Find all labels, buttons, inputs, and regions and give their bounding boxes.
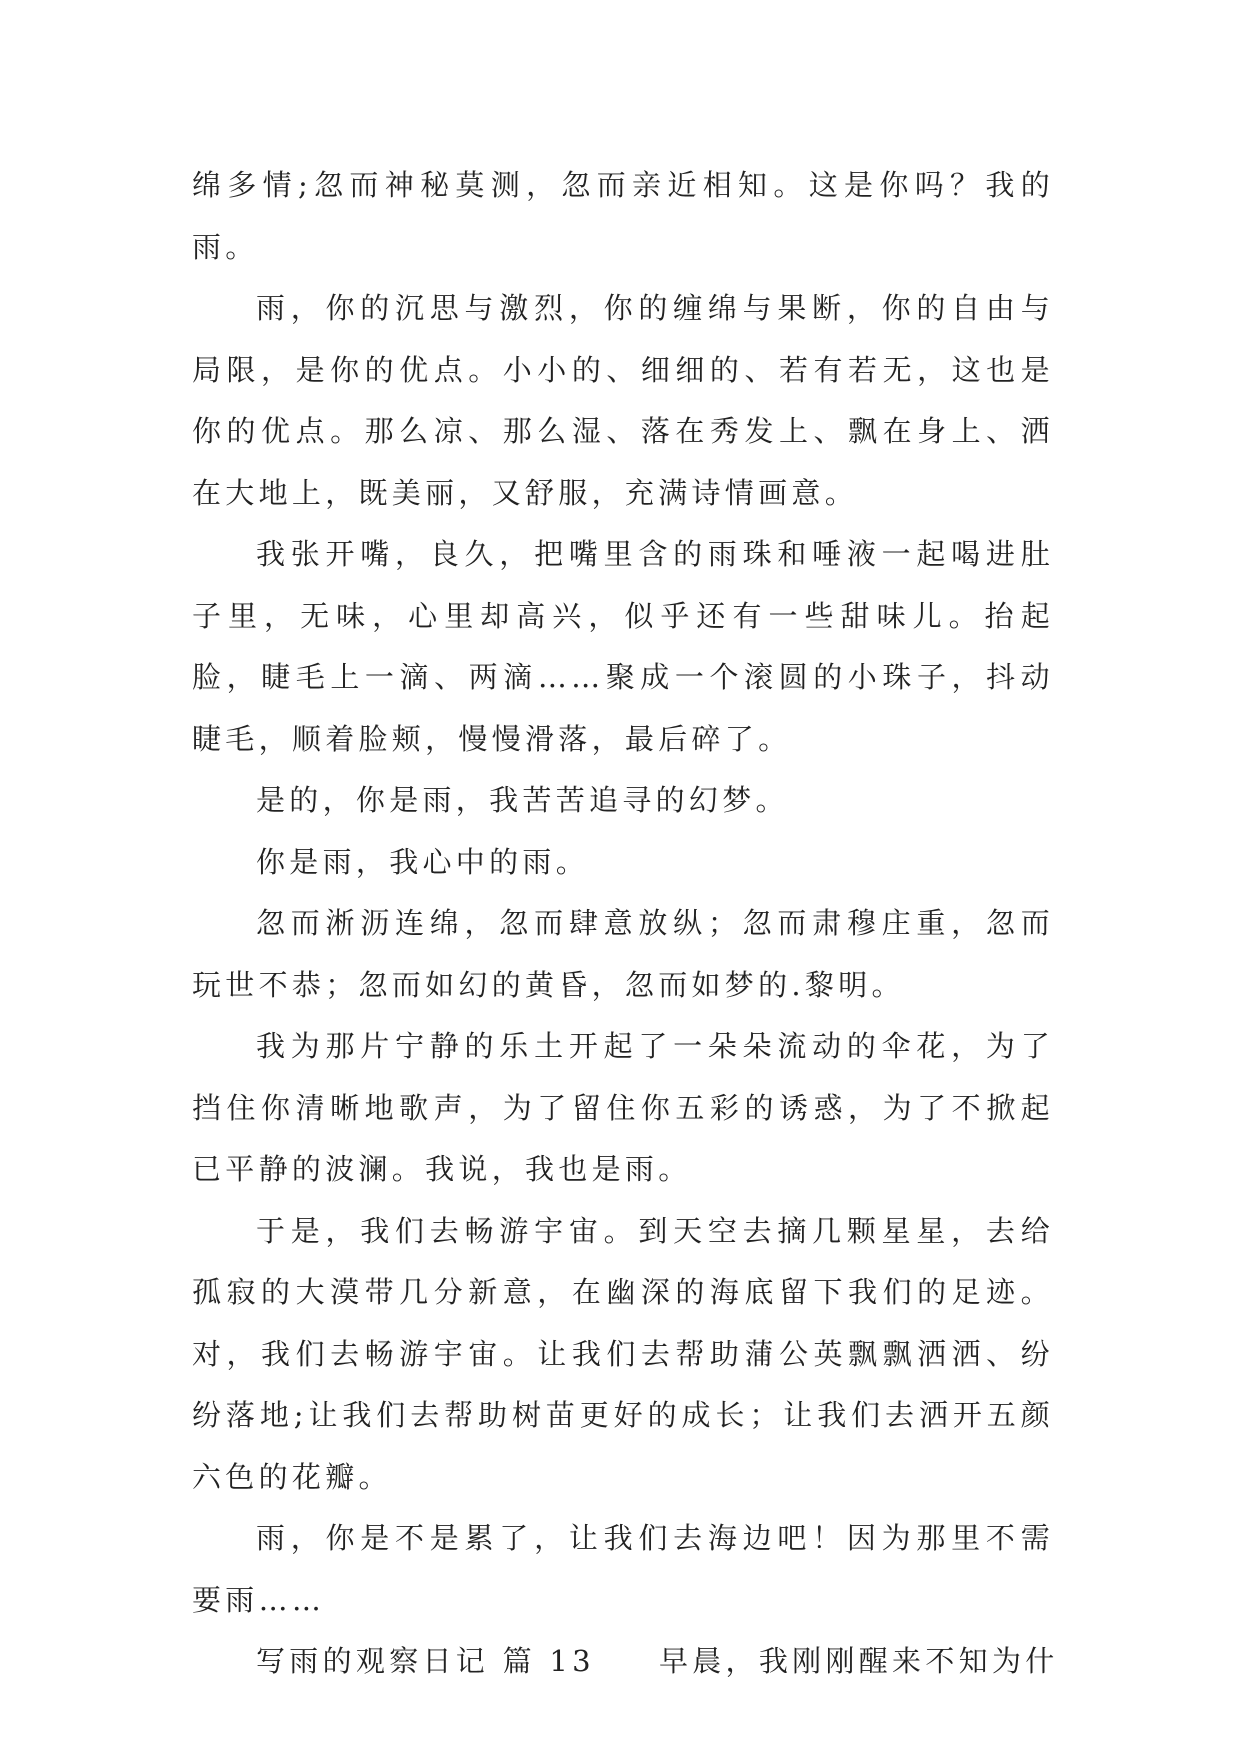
paragraph: 于是，我们去畅游宇宙。到天空去摘几颗星星，去给孤寂的大漠带几分新意，在幽深的海底留下我们的足迹。对，我们去畅游宇宙。让我们去帮助蒲公英飘飘洒洒、纷纷落地;让我们去帮助树苗更好的成长；让我们去洒开五颜六色的花瓣。 <box>192 1213 1054 1494</box>
paragraph: 我张开嘴，良久，把嘴里含的雨珠和唾液一起喝进肚子里，无味，心里却高兴，似乎还有一些甜味儿。抬起脸，睫毛上一滴、两滴……聚成一个滚圆的小珠子，抖动睫毛，顺着脸颊，慢慢滑落，最后碎了。 <box>192 537 1054 756</box>
paragraph: 忽而淅沥连绵，忽而肆意放纵；忽而肃穆庄重，忽而玩世不恭；忽而如幻的黄昏，忽而如梦的.黎明。 <box>192 906 1054 1002</box>
paragraph: 我为那片宁静的乐土开起了一朵朵流动的伞花，为了挡住你清晰地歌声，为了留住你五彩的诱惑，为了不掀起已平静的波澜。我说，我也是雨。 <box>192 1029 1054 1186</box>
section-heading-line <box>192 1631 1059 1693</box>
section-start-text: 早晨，我刚刚醒来不知为什 <box>658 1644 1059 1678</box>
article-body <box>192 155 1059 1693</box>
paragraph: 是的，你是雨，我苦苦追寻的幻梦。 <box>256 783 789 817</box>
section-heading: 写雨的观察日记 篇 13 <box>256 1644 595 1678</box>
paragraph: 雨，你的沉思与激烈，你的缠绵与果断，你的自由与局限，是你的优点。小小的、细细的、若有若无，这也是你的优点。那么凉、那么湿、落在秀发上、飘在身上、洒在大地上，既美丽，又舒服，充满诗情画意。 <box>192 291 1054 510</box>
paragraph: 雨，你是不是累了，让我们去海边吧！因为那里不需要雨…… <box>192 1521 1054 1617</box>
paragraph-continuation: 绵多情;忽而神秘莫测，忽而亲近相知。这是你吗？我的雨。 <box>192 168 1054 264</box>
paragraph: 你是雨，我心中的雨。 <box>256 844 590 879</box>
